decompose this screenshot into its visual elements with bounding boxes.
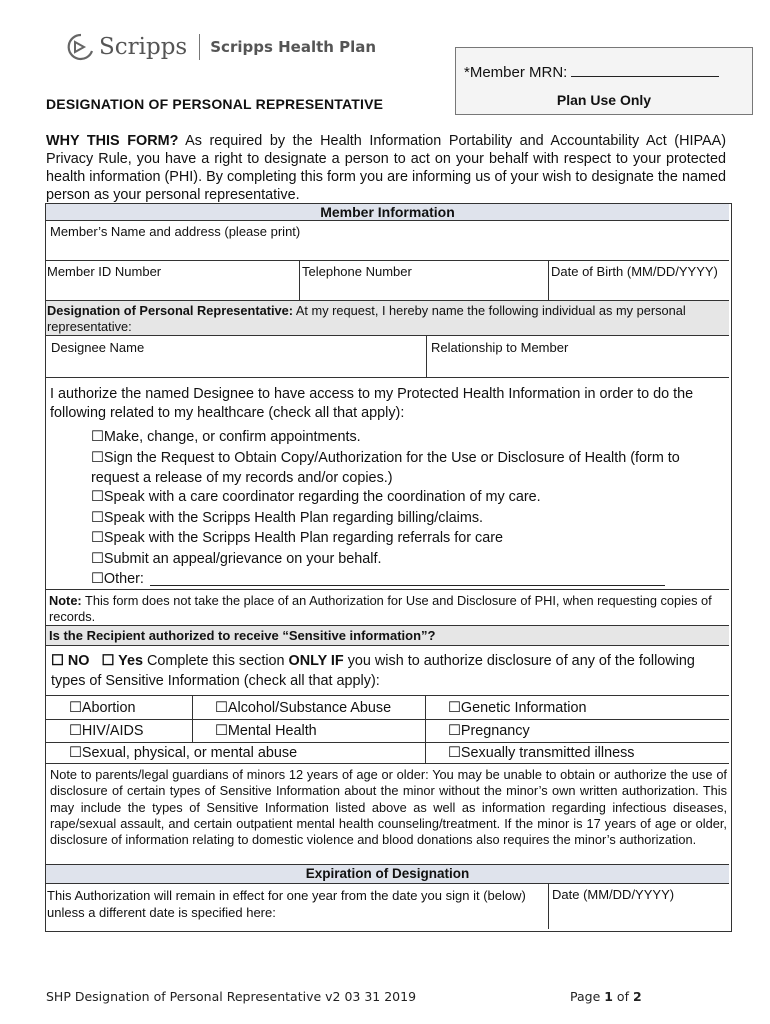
checkbox-billing-claims[interactable]: ☐Speak with the Scripps Health Plan regarding billing/claims. [91, 510, 484, 526]
expiration-date-field[interactable] [549, 884, 729, 929]
telephone-field[interactable] [300, 261, 549, 301]
page-sep: of [612, 989, 633, 1004]
other-text-line[interactable] [150, 585, 665, 586]
sensitive-question: Is the Recipient authorized to receive “Sensitive information”? [46, 626, 729, 646]
checkbox-pregnancy[interactable]: ☐Pregnancy [448, 723, 530, 739]
member-mrn-field[interactable] [571, 62, 719, 77]
checkbox-sti[interactable]: ☐Sexually transmitted illness [448, 745, 635, 761]
expiration-text: This Authorization will remain in effect for one year from the date you sign it (below) unless a different date is specified here: [46, 884, 549, 929]
why-lead: WHY THIS FORM? [46, 133, 179, 149]
checkbox-abortion[interactable]: ☐Abortion [69, 700, 136, 716]
checkbox-abuse[interactable]: ☐Sexual, physical, or mental abuse [69, 745, 298, 761]
sensitive-complete-text: Complete this section [142, 653, 289, 669]
sensitive-consent-text [51, 651, 721, 691]
footer-version: SHP Designation of Personal Representative v2 03 31 2019 [46, 989, 417, 1004]
grid-divider [425, 696, 426, 764]
plan-use-box [455, 47, 753, 115]
logo-name: Scripps [99, 34, 188, 60]
checkbox-appointments[interactable]: ☐Make, change, or confirm appointments. [91, 429, 361, 445]
designation-lead: Designation of Personal Representative: [47, 303, 294, 318]
sensitive-rest-text: you wish to authorize disclosure of any of the following types of Sensitive Information (check all that apply): [51, 653, 695, 689]
why-this-form [46, 132, 726, 204]
member-name-address-field[interactable] [46, 221, 729, 261]
sensitive-no-checkbox[interactable]: ☐ NO [51, 653, 90, 669]
page-total: 2 [632, 989, 642, 1004]
page-number [570, 989, 642, 1004]
designation-text: At my request, I hereby name the following individual as my personal representative: [47, 303, 686, 334]
scripps-logo-icon [66, 32, 96, 62]
member-mrn-label: *Member MRN: [464, 64, 568, 81]
grid-divider [46, 742, 729, 743]
date-of-birth-field[interactable] [549, 261, 729, 301]
checkbox-mental-health[interactable]: ☐Mental Health [215, 723, 317, 739]
checkbox-hiv-aids[interactable]: ☐HIV/AIDS [69, 723, 144, 739]
member-info-header: Member Information [46, 204, 729, 221]
phi-note-text: This form does not take the place of an Authorization for Use and Disclosure of PHI, when requesting copies of records. [49, 593, 712, 624]
checkbox-genetic[interactable]: ☐Genetic Information [448, 700, 587, 716]
checkbox-sign-request[interactable]: ☐Sign the Request to Obtain Copy/Authorization for the Use or Disclosure of Health (form to request a release of my records and/or copies.) [91, 450, 680, 486]
authorization-section [46, 378, 729, 590]
document-title: DESIGNATION OF PERSONAL REPRESENTATIVE [46, 96, 384, 112]
checkbox-referrals[interactable]: ☐Speak with the Scripps Health Plan regarding referrals for care [91, 530, 504, 546]
member-name-address-label: Member’s Name and address (please print) [50, 224, 301, 239]
grid-divider [46, 719, 729, 720]
why-text: As required by the Health Information Portability and Accountability Act (HIPAA) Privacy Rule, you have a right to designate a person to act on your behalf with respect to your protected health information (PHI). By completing this form you are informing us of your wish to designate the named person as your personal representative. [46, 133, 726, 203]
designation-statement [46, 301, 729, 336]
phi-note [46, 590, 729, 626]
sensitive-yes-checkbox[interactable]: ☐ Yes [101, 653, 143, 669]
checkbox-other[interactable]: ☐Other: [91, 571, 144, 587]
expiration-date-label: Date (MM/DD/YYYY) [552, 887, 675, 902]
member-id-field[interactable] [46, 261, 300, 301]
page-prefix: Page [570, 989, 605, 1004]
checkbox-appeal[interactable]: ☐Submit an appeal/grievance on your behalf. [91, 551, 382, 567]
checkbox-alcohol-substance[interactable]: ☐Alcohol/Substance Abuse [215, 700, 392, 716]
phi-note-lead: Note: [49, 593, 82, 608]
page-current: 1 [604, 989, 613, 1004]
designation-form [45, 203, 732, 932]
telephone-label: Telephone Number [302, 264, 412, 279]
designee-name-field[interactable] [46, 336, 427, 378]
expiration-header: Expiration of Designation [46, 865, 729, 884]
sensitive-types-grid [46, 696, 729, 764]
logo-plan-name: Scripps Health Plan [210, 38, 377, 56]
member-mrn-row [464, 62, 719, 81]
sensitive-consent [46, 646, 729, 696]
designee-name-label: Designee Name [51, 340, 145, 355]
sensitive-only-if: ONLY IF [288, 653, 344, 669]
checkbox-care-coordinator[interactable]: ☐Speak with a care coordinator regarding the coordination of my care. [91, 489, 541, 505]
member-id-label: Member ID Number [47, 264, 162, 279]
authorization-intro: I authorize the named Designee to have access to my Protected Health Information in order to do the following related to my healthcare (check all that apply): [50, 386, 694, 421]
scripps-logo [66, 30, 376, 64]
date-of-birth-label: Date of Birth (MM/DD/YYYY) [551, 264, 718, 279]
logo-divider [199, 34, 200, 60]
relationship-label: Relationship to Member [431, 340, 569, 355]
plan-use-only-label: Plan Use Only [556, 92, 652, 108]
minors-note: Note to parents/legal guardians of minors 12 years of age or older: You may be unable to obtain or authorize the use of disclosure of certain types of Sensitive Information about the minor without the minor’s own written authorization. This may include the types of Sensitive Information listed above as well as information regarding infectious diseases, rape/sexual assault, and certain outpatient mental health counseling/treatment. If the minor is 17 years of age or older, disclosure of information relating to domestic violence and blood donations also requires the minor’s authorization. [46, 764, 729, 865]
relationship-field[interactable] [427, 336, 729, 378]
